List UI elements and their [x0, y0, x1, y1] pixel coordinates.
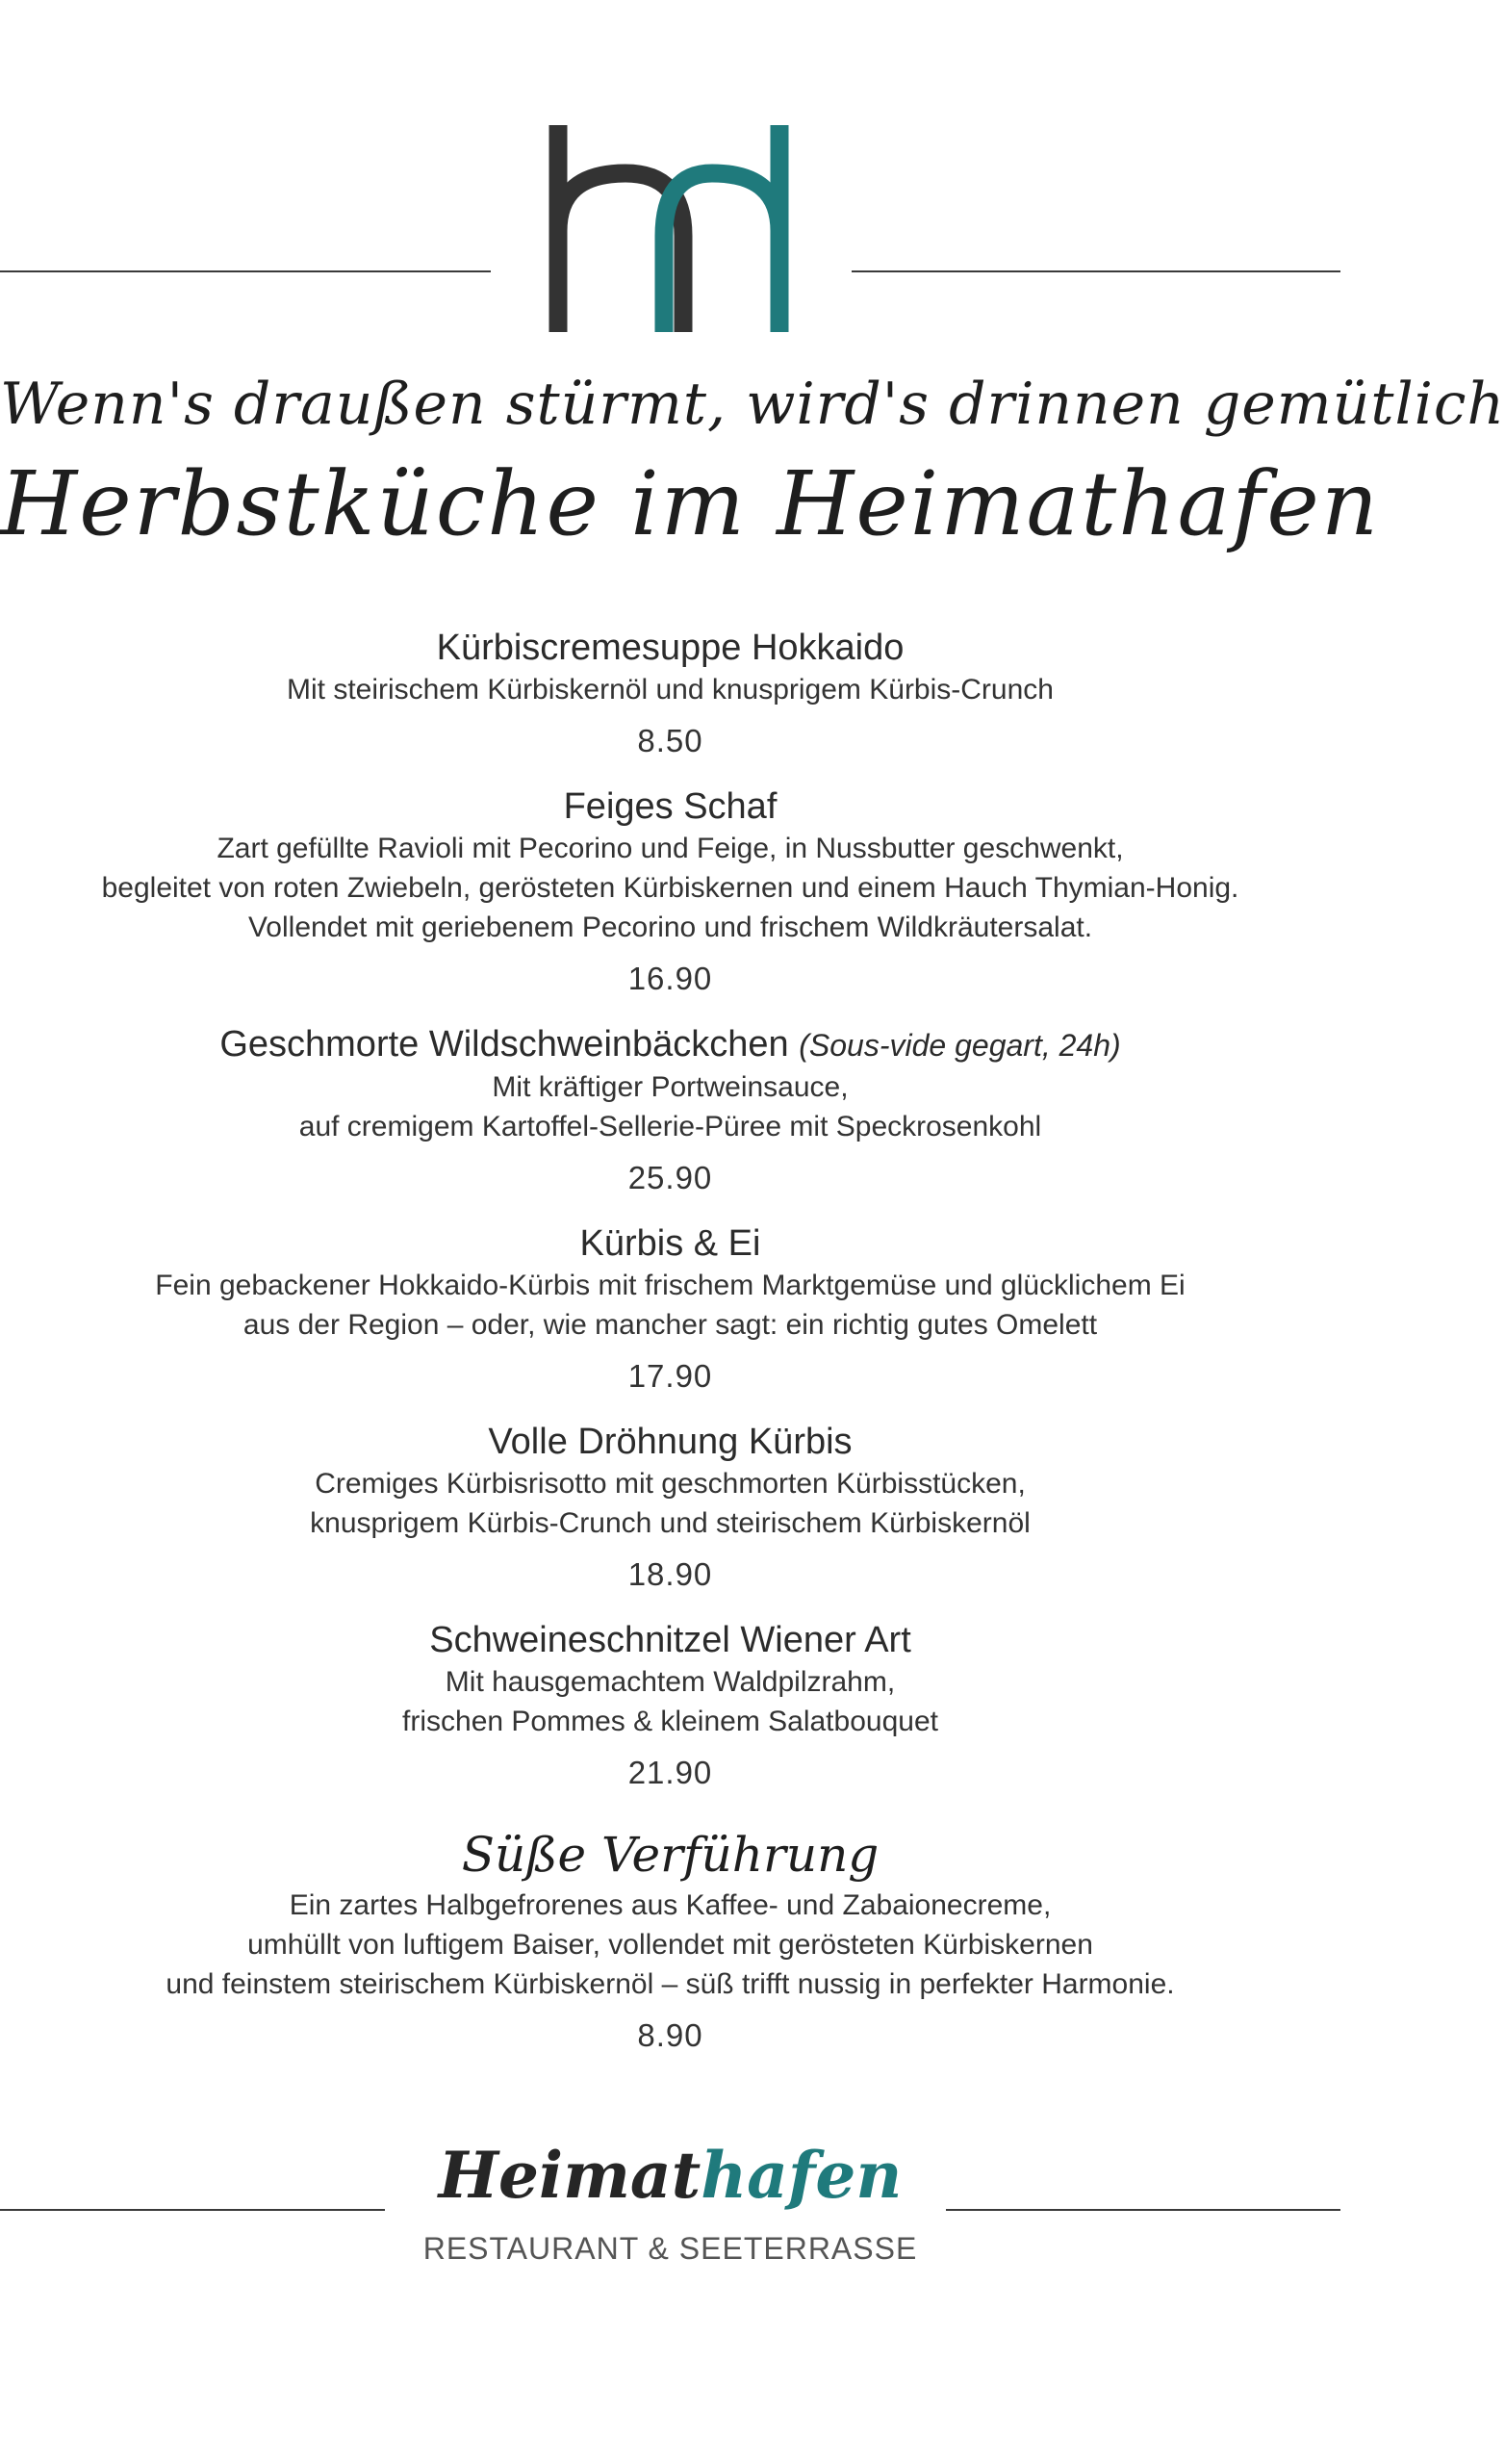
dish-description: knusprigem Kürbis-Crunch und steirischem Kürbiskernöl — [310, 1507, 1031, 1539]
dish-description: auf cremigem Kartoffel-Sellerie-Püree mit Speckrosenkohl — [298, 1111, 1042, 1142]
dish-title: Kürbiscremesuppe Hokkaido — [436, 628, 905, 668]
dish-description: Mit steirischem Kürbiskernöl und knusprigem Kürbis-Crunch — [287, 674, 1054, 706]
dish-description: Vollendet mit geriebenem Pecorino und frischem Wildkräutersalat. — [247, 911, 1093, 943]
dessert-description: umhüllt von luftigem Baiser, vollendet mit gerösteten Kürbiskernen — [247, 1929, 1093, 1961]
brand-logo-text — [0, 2137, 1340, 2214]
dish-description: Zart gefüllte Ravioli mit Pecorino und Feige, in Nussbutter geschwenkt, — [217, 833, 1124, 864]
dish-price: 8.50 — [637, 723, 703, 758]
menu-item — [38, 1022, 1302, 1200]
dish-description: begleitet von roten Zwiebeln, gerösteten Kürbiskernen und einem Hauch Thymian-Honig. — [101, 872, 1239, 904]
dessert-description: Ein zartes Halbgefrorenes aus Kaffee- und Zabaionecreme, — [289, 1889, 1052, 1921]
dish-note: (Sous-vide gegart, 24h) — [799, 1028, 1121, 1063]
menu-item — [38, 1221, 1302, 1399]
dish-title: Schweineschnitzel Wiener Art — [429, 1620, 911, 1660]
dish-description: Mit hausgemachtem Waldpilzrahm, — [445, 1666, 896, 1698]
dish-price: 25.90 — [627, 1160, 713, 1195]
tagline: Wenn's draußen stürmt, wird's drinnen gemütlich — [0, 371, 1505, 438]
dish-price: 18.90 — [627, 1556, 713, 1592]
dessert-section — [38, 1824, 1302, 2058]
divider-left-top — [0, 270, 491, 272]
menu-item — [38, 626, 1302, 763]
dessert-title: Süße Verführung — [461, 1827, 880, 1883]
brand-name-part2: hafen — [701, 2138, 903, 2213]
dish-title: Kürbis & Ei — [579, 1223, 761, 1264]
brand-subtitle: RESTAURANT & SEETERRASSE — [422, 2231, 918, 2266]
dish-description: frischen Pommes & kleinem Salatbouquet — [402, 1706, 938, 1737]
menu-item — [38, 784, 1302, 1001]
menu-item — [38, 1618, 1302, 1795]
dish-title: Volle Dröhnung Kürbis — [488, 1422, 853, 1462]
dish-title: Feiges Schaf — [563, 786, 778, 827]
divider-right-top — [852, 270, 1340, 272]
headline: Herbstküche im Heimathafen — [0, 452, 1381, 555]
dessert-description: und feinstem steirischem Kürbiskernöl – süß trifft nussig in perfekter Harmonie. — [166, 1968, 1175, 2000]
brand-name-part1: Heimat — [438, 2138, 701, 2213]
hd-logo — [539, 116, 808, 346]
dish-description: Mit kräftiger Portweinsauce, — [492, 1071, 849, 1103]
dish-price: 21.90 — [627, 1755, 713, 1790]
dish-title: Geschmorte Wildschweinbäckchen — [219, 1024, 789, 1065]
dish-price: 17.90 — [627, 1358, 713, 1394]
dish-description: Cremiges Kürbisrisotto mit geschmorten Kürbisstücken, — [315, 1468, 1026, 1500]
dish-description: Fein gebackener Hokkaido-Kürbis mit frischem Marktgemüse und glücklichem Ei — [155, 1270, 1186, 1301]
menu-list — [38, 626, 1302, 2058]
dish-description: aus der Region – oder, wie mancher sagt: ein richtig gutes Omelett — [242, 1309, 1098, 1341]
dish-price: 16.90 — [627, 961, 713, 996]
menu-item — [38, 1420, 1302, 1597]
dessert-price: 8.90 — [637, 2017, 703, 2053]
